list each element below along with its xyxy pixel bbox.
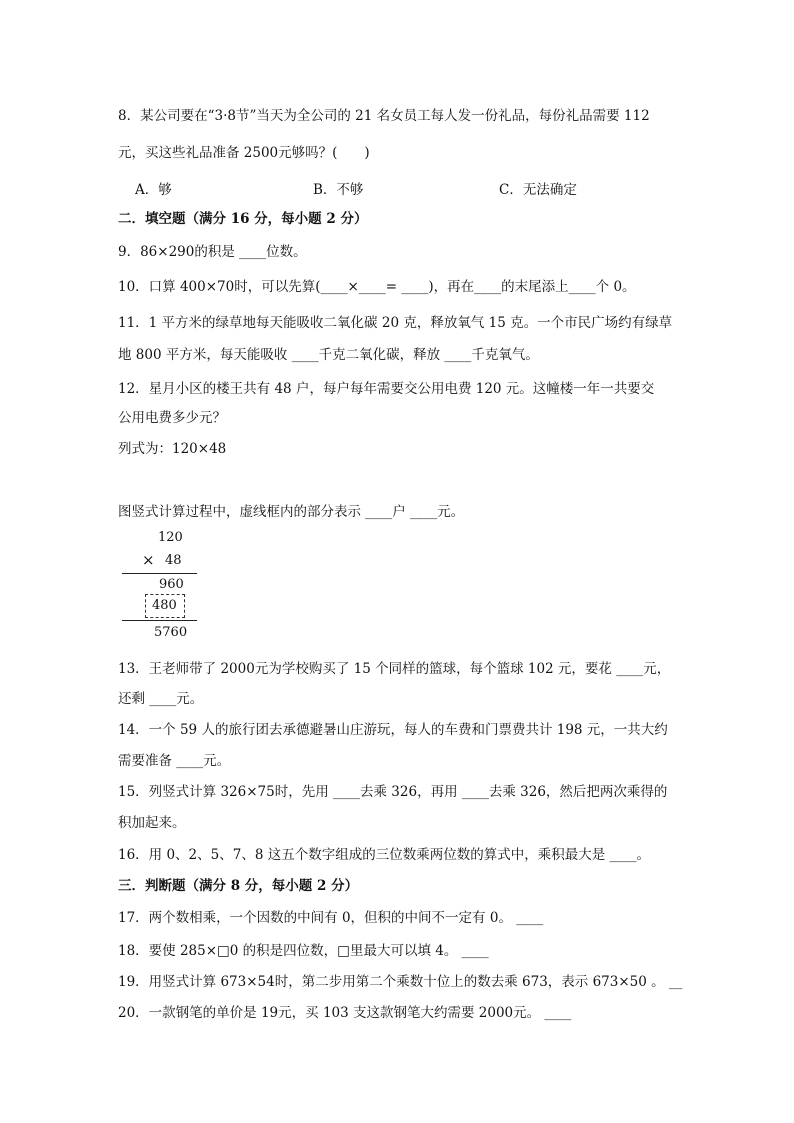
q15-line1: 15．列竖式计算 326×75时，先用 ____去乘 326，再用 ____去乘 326，然后把两次乘得的 (118, 784, 668, 800)
q12-line2: 公用电费多少元？ (118, 410, 226, 426)
q8-option-a: A．够 (135, 182, 172, 198)
vc-times-sign: × (142, 551, 155, 569)
q8-line1: 8．某公司要在“3·8节”当天为全公司的 21 名女员工每人发一份礼品，每份礼品需要 112 (118, 108, 650, 124)
q8-line2: 元，买这些礼品准备 2500元够吗？( ) (118, 145, 370, 161)
q19: 19．用竖式计算 673×54时，第二步用第二个乘数十位上的数去乘 673，表示 673×50 。 __ (118, 974, 683, 990)
q13-line2: 还剩 ____元。 (118, 691, 204, 707)
section2-heading: 二．填空题（满分 16 分，每小题 2 分） (118, 211, 368, 227)
vc-partial2: 480 (152, 598, 177, 613)
vc-multiplier: 48 (165, 553, 182, 568)
vc-line-1 (122, 573, 197, 574)
q9: 9．86×290的积是 ____位数。 (118, 244, 307, 260)
q14-line1: 14．一个 59 人的旅行团去承德避暑山庄游玩，每人的车费和门票费共计 198 元，一共大约 (118, 722, 668, 738)
q18: 18．要使 285×□0 的积是四位数，□里最大可以填 4。 ____ (118, 943, 489, 959)
q11-line1: 11．1 平方米的绿草地每天能吸收二氧化碳 20 克，释放氧气 15 克。一个市民广场约有绿草 (118, 315, 673, 331)
q10: 10．口算 400×70时，可以先算(____×____= ____)，再在____的末尾添上____个 0。 (118, 279, 636, 295)
q16: 16．用 0、2、5、7、8 这五个数字组成的三位数乘两位数的算式中，乘积最大是 ____。 (118, 847, 650, 863)
q13-line1: 13．王老师带了 2000元为学校购买了 15 个同样的篮球，每个篮球 102 元，要花 ____元， (118, 661, 671, 677)
q20: 20．一款钢笔的单价是 19元，买 103 支这款钢笔大约需要 2000元。 ____ (118, 1005, 572, 1021)
q12-line1: 12．星月小区的楼王共有 48 户，每户每年需要交公用电费 120 元。这幢楼一年一共要交 (118, 381, 655, 397)
vc-line-2 (122, 620, 197, 621)
q14-line2: 需要准备 ____元。 (118, 753, 231, 769)
q8-option-c: C．无法确定 (499, 182, 577, 198)
section3-heading: 三．判断题（满分 8 分，每小题 2 分） (118, 878, 359, 894)
q17: 17．两个数相乘，一个因数的中间有 0，但积的中间不一定有 0。 ____ (118, 910, 544, 926)
vc-partial1: 960 (159, 577, 184, 592)
q8-option-b: B．不够 (313, 182, 364, 198)
q15-line2: 积加起来。 (118, 815, 186, 831)
vc-result: 5760 (154, 625, 188, 640)
vc-multiplicand: 120 (158, 530, 183, 545)
q12-question: 图竖式计算过程中，虚线框内的部分表示 ____户 ____元。 (118, 504, 465, 520)
q12-formula: 列式为：120×48 (118, 441, 227, 457)
q11-line2: 地 800 平方米，每天能吸收 ____千克二氧化碳，释放 ____千克氧气。 (118, 347, 539, 363)
